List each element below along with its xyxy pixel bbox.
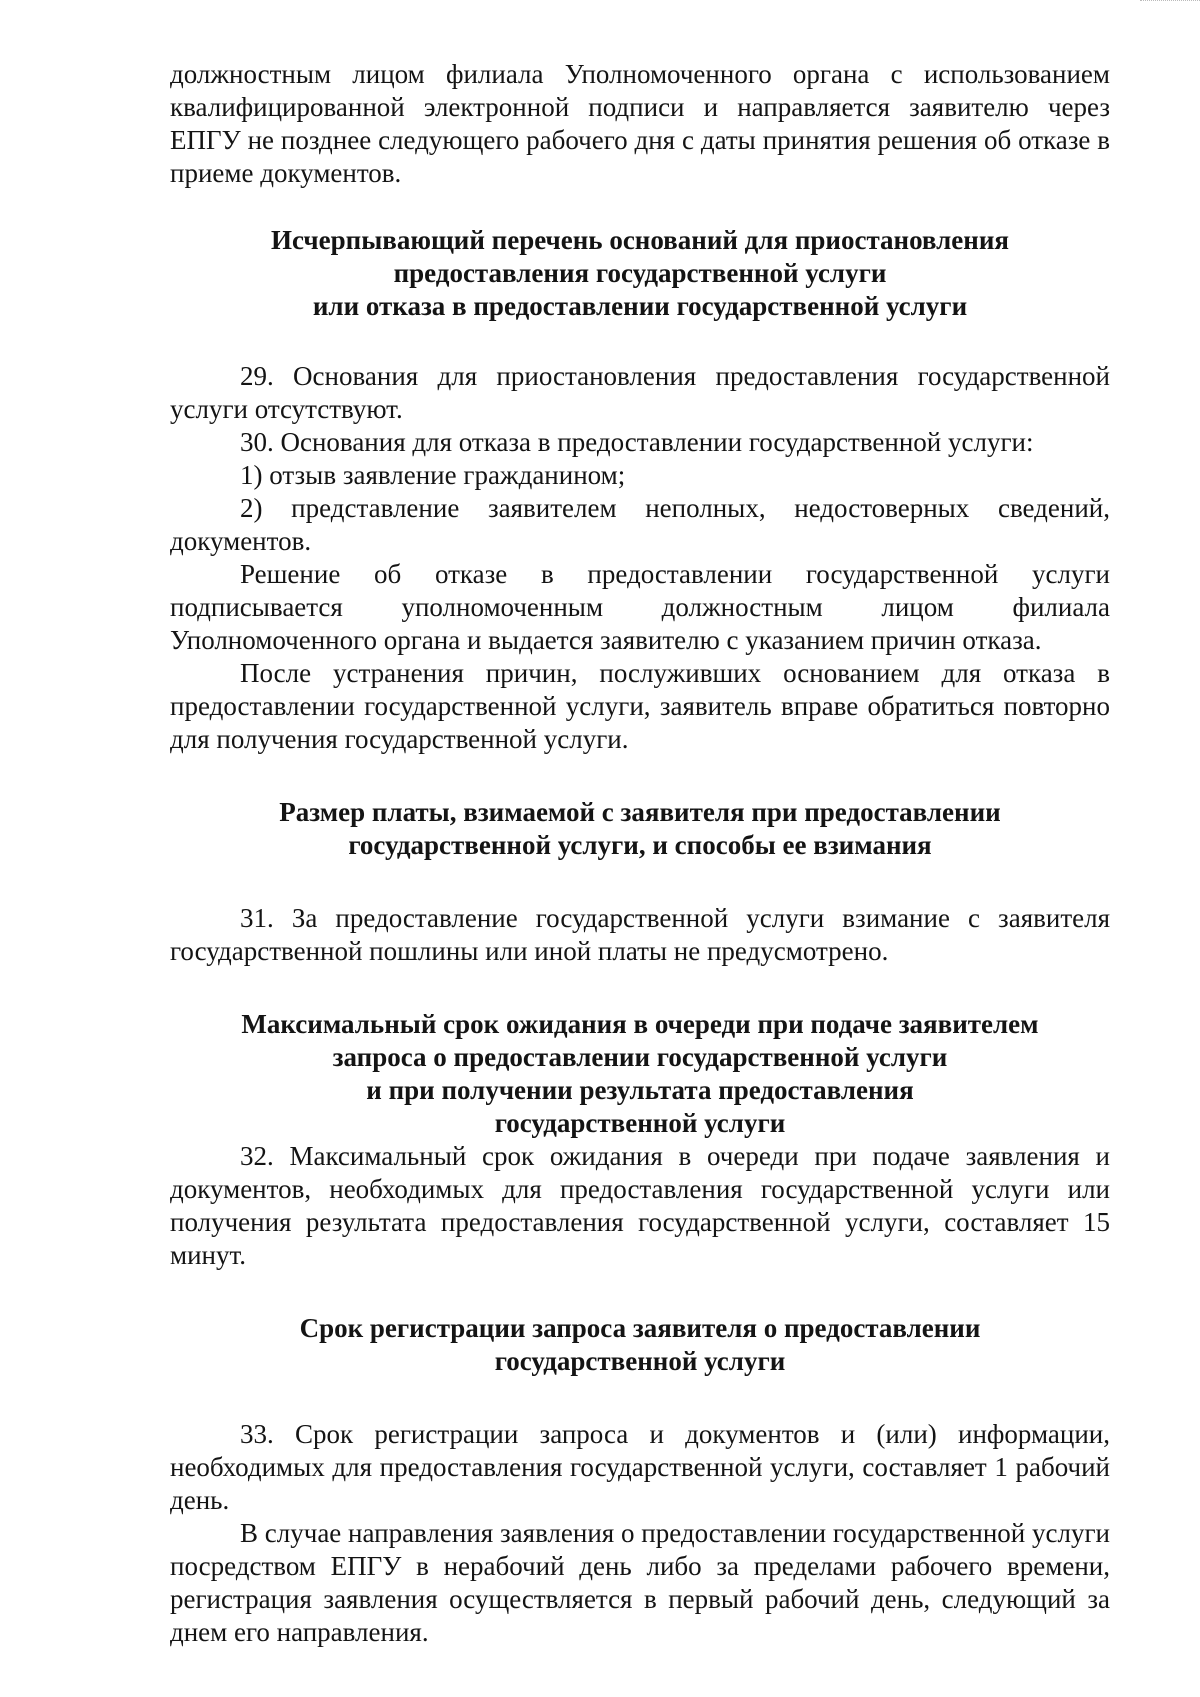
heading-line: и при получении результата предоставления xyxy=(366,1075,914,1105)
heading-line: Срок регистрации запроса заявителя о предоставлении xyxy=(299,1313,981,1343)
document-page xyxy=(170,58,1110,1649)
paragraph-31: 31. За предоставление государственной услуги взимание с заявителя государственной пошлины или иной платы не предусмотрено. xyxy=(170,903,1110,966)
paragraph-33-epgu: В случае направления заявления о предоставлении государственной услуги посредством ЕПГУ в нерабочий день либо за пределами рабочего времени, регистрация заявления осуществляется в первый рабочий день, следующий за днем его направления. xyxy=(170,1518,1110,1647)
intro-paragraph: должностным лицом филиала Уполномоченного органа с использованием квалифицированной электронной подписи и направляется заявителю через ЕПГУ не позднее следующего рабочего дня с даты принятия решения об отказе в приеме документов. xyxy=(170,59,1110,188)
heading-line: государственной услуги xyxy=(494,1108,786,1138)
heading-line: предоставления государственной услуги xyxy=(393,258,887,288)
list-item-1: 1) отзыв заявление гражданином; xyxy=(240,460,626,490)
section-heading-registration xyxy=(170,1312,1110,1378)
heading-line: Исчерпывающий перечень оснований для приостановления xyxy=(270,225,1010,255)
paragraph-30: 30. Основания для отказа в предоставлении государственной услуги: xyxy=(240,427,1034,457)
section-heading-queue xyxy=(170,1008,1110,1140)
heading-line: государственной услуги xyxy=(494,1346,786,1376)
heading-line: Размер платы, взимаемой с заявителя при предоставлении xyxy=(279,797,1001,827)
heading-line: государственной услуги, и способы ее взимания xyxy=(348,830,932,860)
section-heading-grounds xyxy=(170,224,1110,323)
decision-paragraph: Решение об отказе в предоставлении государственной услуги подписывается уполномоченным должностным лицом филиала Уполномоченного органа и выдается заявителю с указанием причин отказа. xyxy=(170,559,1110,655)
heading-line: Максимальный срок ожидания в очереди при подаче заявителем xyxy=(241,1009,1039,1039)
paragraph-32: 32. Максимальный срок ожидания в очереди при подаче заявления и документов, необходимых для предоставления государственной услуги или получения результата предоставления государственной услуги, составляет 15 минут. xyxy=(170,1141,1110,1270)
paragraph-29: 29. Основания для приостановления предоставления государственной услуги отсутствуют. xyxy=(170,361,1110,424)
section-heading-fee xyxy=(170,796,1110,862)
after-correction-paragraph: После устранения причин, послуживших основанием для отказа в предоставлении государственной услуги, заявитель вправе обратиться повторно для получения государственной услуги. xyxy=(170,658,1110,754)
heading-line: или отказа в предоставлении государственной услуги xyxy=(312,291,968,321)
paragraph-33: 33. Срок регистрации запроса и документов и (или) информации, необходимых для предоставления государственной услуги, составляет 1 рабочий день. xyxy=(170,1419,1110,1515)
heading-line: запроса о предоставлении государственной услуги xyxy=(332,1042,948,1072)
list-item-2: 2) представление заявителем неполных, недостоверных сведений, документов. xyxy=(170,493,1110,556)
scan-edge-mark xyxy=(1140,0,1200,9)
